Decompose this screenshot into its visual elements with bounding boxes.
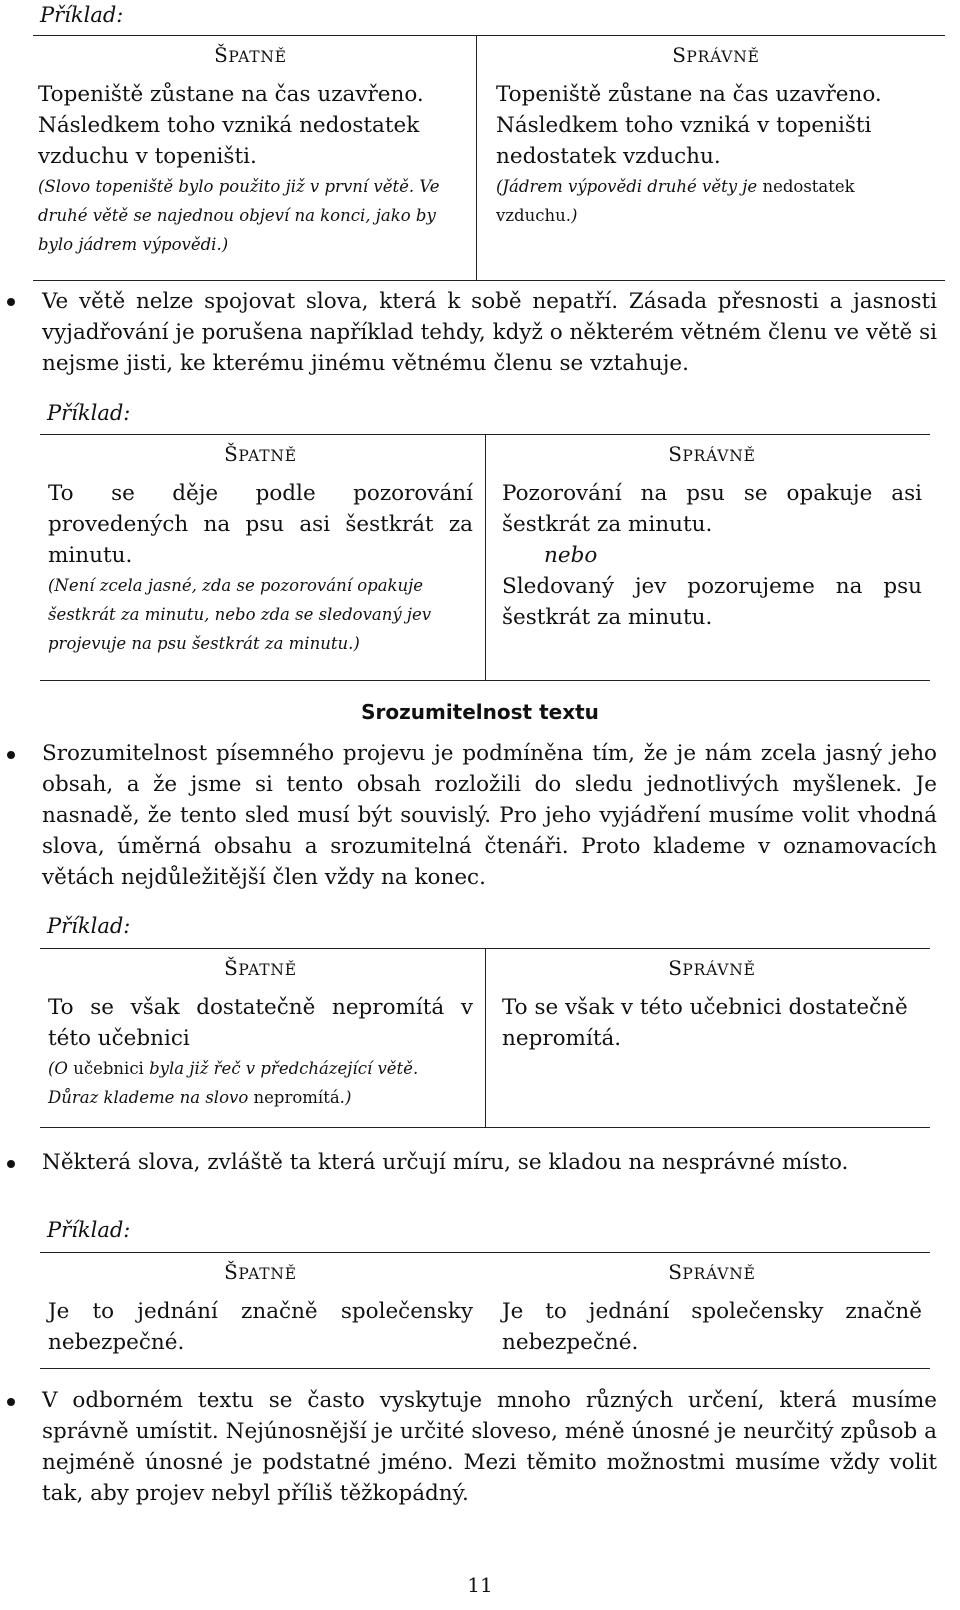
wrong-column (48, 1257, 473, 1358)
example-table-1 (33, 35, 945, 281)
right-column (496, 40, 936, 230)
wrong-heading: ŠPATNĚ (224, 442, 297, 466)
bullet-icon (7, 1160, 15, 1168)
example-label: Příklad: (47, 1218, 131, 1242)
right-column (502, 439, 922, 633)
example-table-2 (40, 434, 930, 681)
right-example-text: Topeniště zůstane na čas uzavřeno. Následkem toho vzniká v topeništi nedostatek vzduchu. (496, 82, 882, 169)
wrong-example-text: To se děje podle pozorování provedených na psu asi šestkrát za minutu. (48, 481, 473, 568)
wrong-example-note: (O učebnici byla již řeč v předcházející větě. Důraz klademe na slovo nepromítá.) (48, 1059, 419, 1107)
right-example-text: To se však v této učebnici dostatečně nepromítá. (502, 995, 908, 1051)
wrong-example-note: (Není zcela jasné, zda se pozorování opakuje šestkrát za minutu, nebo zda se sledovaný jev projevuje na psu šestkrát za minutu.) (48, 576, 432, 653)
section-title: Srozumitelnost textu (361, 700, 599, 724)
wrong-example-text: To se však dostatečně nepromítá v této učebnici (48, 995, 473, 1051)
bullet-icon (7, 751, 15, 759)
right-example-text-1: Pozorování na psu se opakuje asi šestkrát za minutu. (502, 481, 922, 537)
wrong-column (48, 439, 473, 658)
right-example-note: (Jádrem výpovědi druhé věty je nedostatek vzduchu.) (496, 177, 855, 225)
example-label: Příklad: (47, 401, 131, 425)
bullet-paragraph-4: V odborném textu se často vyskytuje mnoho různých určení, která musíme správně umístit. Nejúnosnější je určité sloveso, méně únosné je neurčitý způsob a nejméně únosné je podstatné jméno. Mezi těmito možnostmi musíme vždy volit tak, aby projev nebyl příliš těžkopádný. (42, 1388, 937, 1506)
wrong-example-note: (Slovo topeniště bylo použito již v první větě. Ve druhé větě se najednou objeví na konci, jako by bylo jádrem výpovědi.) (38, 177, 440, 254)
example-table-4 (40, 1252, 930, 1369)
right-heading: SPRÁVNĚ (668, 442, 756, 466)
wrong-heading: ŠPATNĚ (214, 43, 287, 67)
example-label: Příklad: (40, 3, 124, 27)
bullet-paragraph-3: Některá slova, zvláště ta která určují míru, se kladou na nesprávné místo. (42, 1150, 849, 1175)
wrong-column (38, 40, 463, 259)
right-example-text-2: Sledovaný jev pozorujeme na psu šestkrát za minutu. (502, 574, 922, 630)
bullet-paragraph-1: Ve větě nelze spojovat slova, která k sobě nepatří. Zásada přesnosti a jasnosti vyjadřování je porušena například tehdy, když o některém větném členu ve větě si nejsme jisti, ke kterému jinému větnému členu se vztahuje. (42, 289, 937, 376)
bullet-icon (7, 1398, 15, 1406)
right-example-or: nebo (544, 543, 598, 568)
right-heading: SPRÁVNĚ (668, 956, 756, 980)
table-divider (476, 36, 477, 280)
table-divider (485, 435, 486, 680)
right-heading: SPRÁVNĚ (672, 43, 760, 67)
right-example-text: Je to jednání společensky značně nebezpečné. (502, 1299, 922, 1355)
right-column (502, 1257, 922, 1358)
bullet-paragraph-2: Srozumitelnost písemného projevu je podmíněna tím, že je nám zcela jasný jeho obsah, a že jsme si tento obsah rozložili do sledu jednotlivých myšlenek. Je nasnadě, že tento sled musí být souvislý. Pro jeho vyjádření musíme volit vhodná slova, úměrná obsahu a srozumitelná čtenáři. Proto klademe v oznamovacích větách nejdůležitější člen vždy na konec. (42, 741, 937, 890)
wrong-heading: ŠPATNĚ (224, 956, 297, 980)
example-table-3 (40, 948, 930, 1128)
wrong-heading: ŠPATNĚ (224, 1260, 297, 1284)
wrong-column (48, 953, 473, 1112)
page-number: 11 (467, 1573, 493, 1597)
wrong-example-text: Je to jednání značně společensky nebezpečné. (48, 1299, 473, 1355)
example-label: Příklad: (47, 914, 131, 938)
right-heading: SPRÁVNĚ (668, 1260, 756, 1284)
table-divider (485, 949, 486, 1127)
wrong-example-text: Topeniště zůstane na čas uzavřeno. Následkem toho vzniká nedostatek vzduchu v topeništi. (38, 82, 424, 169)
right-column (502, 953, 922, 1054)
bullet-icon (7, 298, 15, 306)
